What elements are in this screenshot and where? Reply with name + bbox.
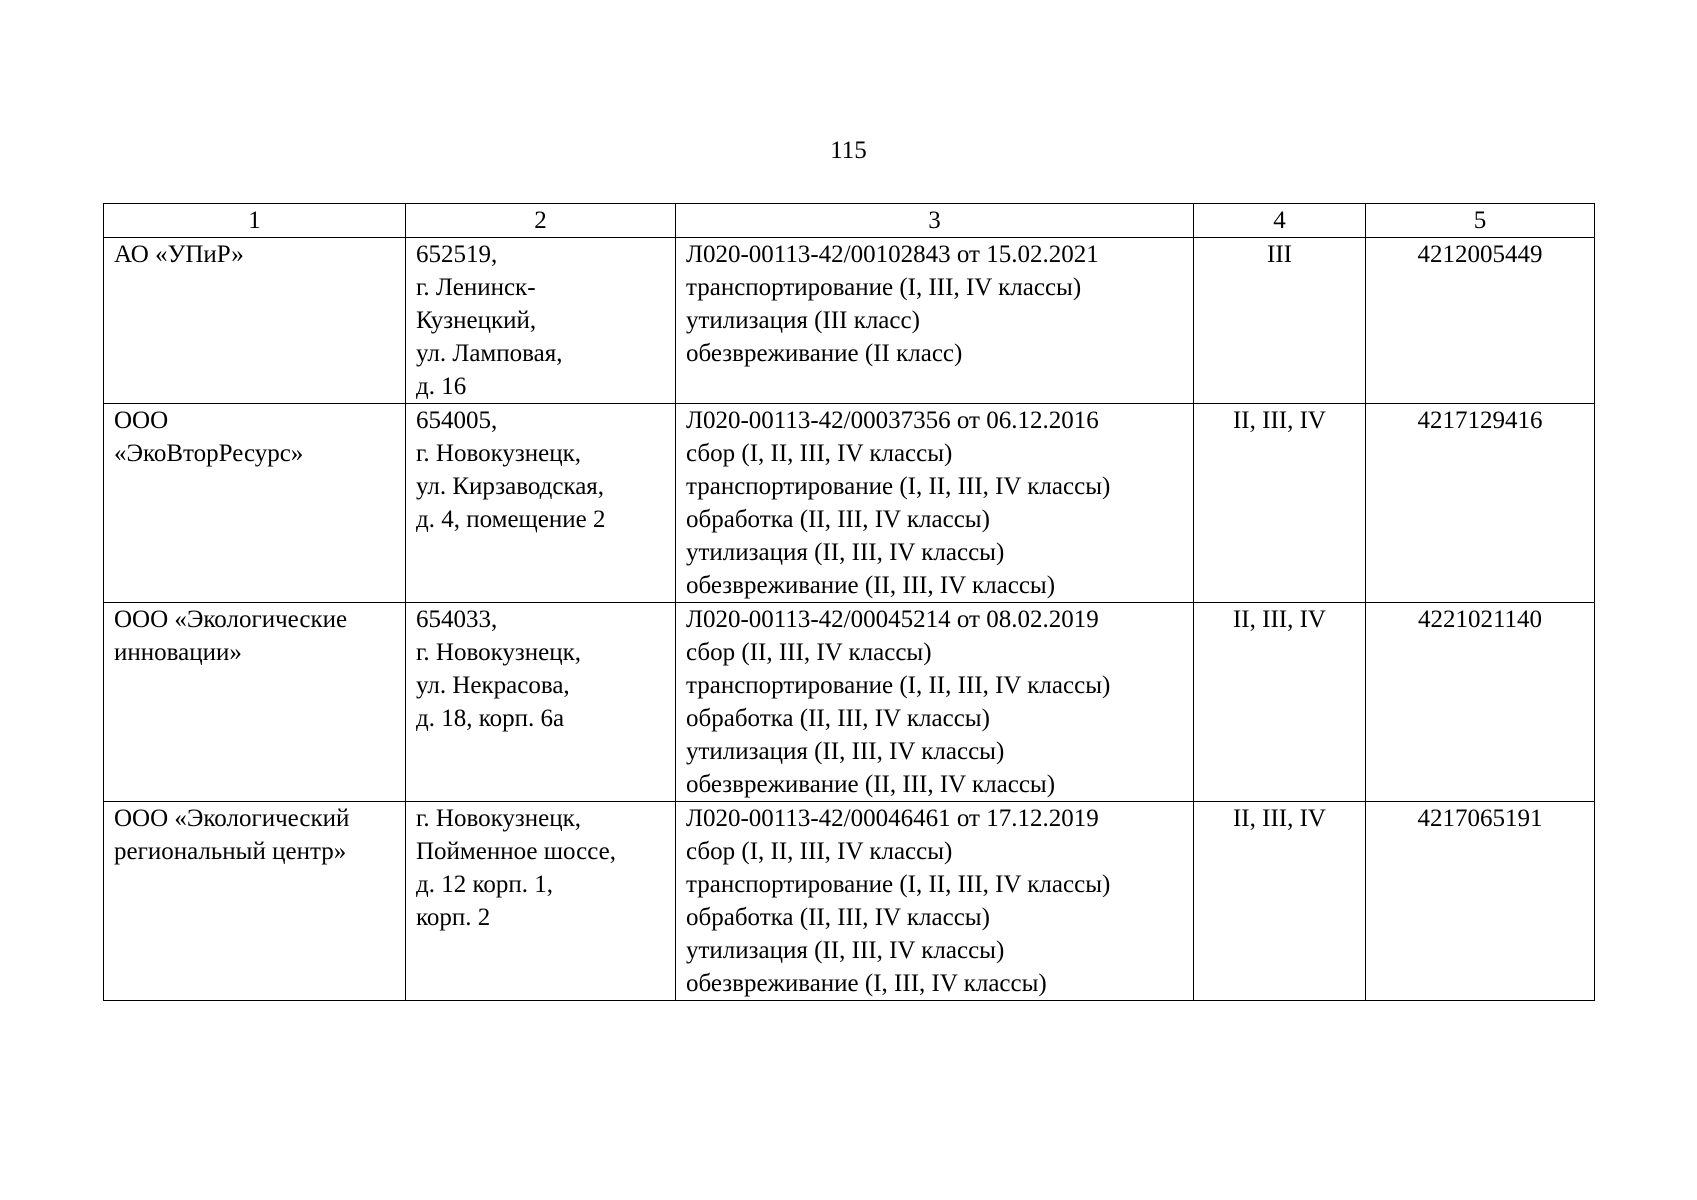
- address-line: д. 18, корп. 6а: [416, 705, 565, 732]
- address-line: г. Новокузнецк,: [416, 639, 582, 666]
- organization-name: АО «УПиР»: [114, 241, 244, 268]
- license-number: Л020-00113-42/00037356 от 06.12.2016: [686, 407, 1099, 434]
- address-line: ул. Некрасова,: [416, 672, 570, 699]
- column-number-2: 2: [406, 204, 676, 238]
- license-activity: транспортирование (I, II, III, IV классы): [686, 871, 1111, 898]
- organization-name: ООО «Экологический: [114, 805, 350, 832]
- inn-cell: 4217065191: [1366, 802, 1595, 1001]
- license-cell: [676, 404, 1194, 603]
- table-row: [104, 404, 1595, 603]
- organization-name: «ЭкоВторРесурс»: [114, 440, 304, 467]
- table-row: [104, 238, 1595, 404]
- organization-name: ООО: [114, 407, 169, 434]
- address-cell: [406, 603, 676, 802]
- column-number-1: 1: [104, 204, 406, 238]
- table-row: [104, 802, 1595, 1001]
- inn-cell: 4212005449: [1366, 238, 1595, 404]
- address-line: д. 4, помещение 2: [416, 506, 606, 533]
- address-cell: [406, 802, 676, 1001]
- column-number-4: 4: [1194, 204, 1366, 238]
- license-number: Л020-00113-42/00046461 от 17.12.2019: [686, 805, 1099, 832]
- hazard-classes-cell: III: [1194, 238, 1366, 404]
- organization-cell: [104, 404, 406, 603]
- address-cell: [406, 238, 676, 404]
- license-activity: транспортирование (I, II, III, IV классы): [686, 672, 1111, 699]
- license-activity: обработка (II, III, IV классы): [686, 904, 990, 931]
- license-number: Л020-00113-42/00102843 от 15.02.2021: [686, 241, 1099, 268]
- column-number-3: 3: [676, 204, 1194, 238]
- license-activity: утилизация (II, III, IV классы): [686, 937, 1005, 964]
- license-cell: [676, 603, 1194, 802]
- address-line: Пойменное шоссе,: [416, 838, 616, 865]
- inn-cell: 4217129416: [1366, 404, 1595, 603]
- address-line: 652519,: [416, 241, 498, 268]
- license-activity: утилизация (II, III, IV классы): [686, 738, 1005, 765]
- license-activity: обработка (II, III, IV классы): [686, 506, 990, 533]
- license-activity: транспортирование (I, II, III, IV классы): [686, 473, 1111, 500]
- hazard-classes-cell: II, III, IV: [1194, 404, 1366, 603]
- address-line: 654033,: [416, 606, 498, 633]
- license-activity: транспортирование (I, III, IV классы): [686, 274, 1082, 301]
- hazard-classes-cell: II, III, IV: [1194, 603, 1366, 802]
- inn-cell: 4221021140: [1366, 603, 1595, 802]
- license-activity: обезвреживание (II, III, IV классы): [686, 572, 1056, 599]
- license-activity: обезвреживание (II класс): [686, 340, 963, 367]
- license-activity: сбор (II, III, IV классы): [686, 639, 932, 666]
- address-line: г. Новокузнецк,: [416, 805, 582, 832]
- column-number-5: 5: [1366, 204, 1595, 238]
- organization-cell: [104, 802, 406, 1001]
- table-row: [104, 603, 1595, 802]
- address-cell: [406, 404, 676, 603]
- license-activity: сбор (I, II, III, IV классы): [686, 440, 953, 467]
- page-number: 115: [830, 137, 867, 164]
- address-line: Кузнецкий,: [416, 307, 537, 334]
- license-cell: [676, 802, 1194, 1001]
- license-number: Л020-00113-42/00045214 от 08.02.2019: [686, 606, 1099, 633]
- license-activity: обработка (II, III, IV классы): [686, 705, 990, 732]
- address-line: г. Новокузнецк,: [416, 440, 582, 467]
- table-header-row: [104, 204, 1595, 238]
- address-line: корп. 2: [416, 904, 491, 931]
- address-line: ул. Ламповая,: [416, 340, 563, 367]
- license-activity: обезвреживание (I, III, IV классы): [686, 970, 1047, 997]
- license-cell: [676, 238, 1194, 404]
- address-line: д. 16: [416, 373, 467, 400]
- address-line: 654005,: [416, 407, 498, 434]
- license-activity: утилизация (III класс): [686, 307, 920, 334]
- address-line: ул. Кирзаводская,: [416, 473, 605, 500]
- license-activity: сбор (I, II, III, IV классы): [686, 838, 953, 865]
- organization-cell: [104, 238, 406, 404]
- license-activity: обезвреживание (II, III, IV классы): [686, 771, 1056, 798]
- hazard-classes-cell: II, III, IV: [1194, 802, 1366, 1001]
- organization-cell: [104, 603, 406, 802]
- organization-name: региональный центр»: [114, 838, 347, 865]
- address-line: д. 12 корп. 1,: [416, 871, 553, 898]
- organization-name: ООО «Экологические: [114, 606, 348, 633]
- address-line: г. Ленинск-: [416, 274, 536, 301]
- organization-name: инновации»: [114, 639, 242, 666]
- waste-operators-table: [103, 203, 1595, 1001]
- license-activity: утилизация (II, III, IV классы): [686, 539, 1005, 566]
